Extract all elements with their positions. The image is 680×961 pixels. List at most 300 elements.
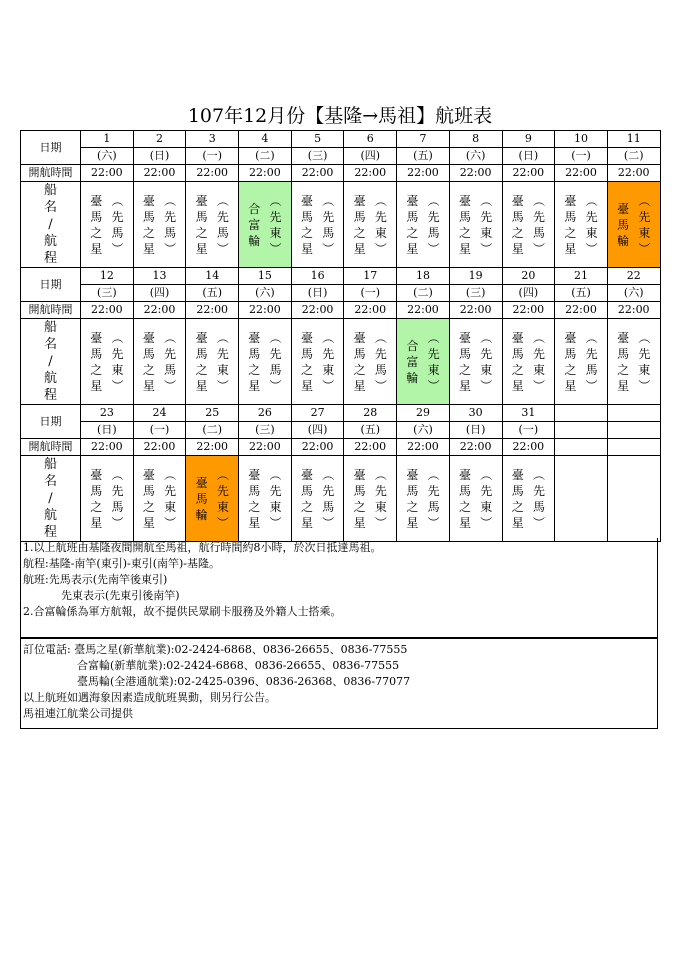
day-departure-time: 22:00: [502, 302, 555, 319]
day-date: 13: [133, 268, 186, 285]
vertical-char: 馬: [427, 499, 440, 514]
vertical-char: 之: [406, 499, 419, 514]
vertical-char: 名: [43, 337, 57, 352]
route-code: [164, 467, 176, 531]
route-code: [480, 193, 492, 257]
day-departure-time: 22:00: [449, 165, 502, 182]
day-departure-time: 22:00: [239, 439, 292, 456]
day-ship-route: [186, 182, 239, 268]
vertical-char: 馬: [427, 225, 440, 240]
vertical-char: ︵: [216, 467, 229, 482]
day-date: 23: [81, 405, 134, 422]
contact-line: 馬祖連江航業公司提供: [23, 707, 133, 720]
vertical-char: 航: [43, 371, 57, 386]
day-ship-route: [449, 182, 502, 268]
vertical-char: 星: [564, 241, 577, 256]
vertical-char: ︵: [374, 467, 387, 482]
empty-cell: [555, 439, 608, 456]
vertical-char: 馬: [195, 209, 208, 224]
vertical-char: 東: [374, 499, 387, 514]
vertical-char: ︵: [374, 193, 387, 208]
ship-route-label: [21, 182, 81, 268]
day-date: 3: [186, 131, 239, 148]
vertical-char: ︵: [480, 193, 493, 208]
day-weekday: (六): [239, 285, 292, 302]
vertical-char: ︶: [269, 241, 282, 256]
vertical-char: 之: [353, 225, 366, 240]
vertical-char: 之: [511, 362, 524, 377]
day-departure-time: 22:00: [449, 302, 502, 319]
vertical-char: ︶: [532, 241, 545, 256]
vertical-char: ︵: [164, 467, 177, 482]
vertical-char: 馬: [585, 362, 598, 377]
vertical-char: 馬: [511, 209, 524, 224]
vertical-char: 馬: [195, 346, 208, 361]
vertical-char: 先: [532, 483, 545, 498]
vertical-char: 星: [511, 241, 524, 256]
vertical-char: 馬: [322, 499, 335, 514]
day-date: 8: [449, 131, 502, 148]
vertical-char: ︶: [322, 515, 335, 530]
vertical-char: 合: [406, 338, 419, 353]
ship-name: [406, 467, 418, 531]
day-departure-time: 22:00: [133, 439, 186, 456]
vertical-char: 馬: [532, 225, 545, 240]
vertical-char: 之: [459, 362, 472, 377]
day-date: 10: [555, 131, 608, 148]
vertical-char: 東: [111, 362, 124, 377]
vertical-char: ︶: [427, 515, 440, 530]
day-departure-time: 22:00: [186, 439, 239, 456]
vertical-char: 馬: [111, 499, 124, 514]
day-date: 9: [502, 131, 555, 148]
vertical-char: 先: [111, 209, 124, 224]
vertical-char: ︶: [216, 241, 229, 256]
day-ship-route: [186, 456, 239, 542]
day-ship-route: [291, 456, 344, 542]
note-line: 航班:先馬表示(先南竿後東引): [23, 573, 168, 586]
vertical-char: 臺: [459, 467, 472, 482]
vertical-char: 之: [511, 499, 524, 514]
date-row: [21, 405, 661, 422]
vertical-char: ︶: [585, 378, 598, 393]
vertical-char: 臺: [142, 330, 155, 345]
vertical-char: 東: [480, 362, 493, 377]
ship-name: [143, 193, 155, 257]
vertical-char: ︶: [427, 378, 440, 393]
vertical-char: ︶: [164, 241, 177, 256]
day-ship-route: [502, 182, 555, 268]
day-weekday: (四): [291, 422, 344, 439]
vertical-char: 輪: [617, 233, 630, 248]
vertical-char: 船: [43, 183, 57, 198]
vertical-char: ︶: [638, 378, 651, 393]
ship-route-row: [21, 456, 661, 542]
day-date: 5: [291, 131, 344, 148]
day-departure-time: 22:00: [397, 439, 450, 456]
day-ship-route: [607, 319, 660, 405]
vertical-char: 星: [300, 515, 313, 530]
route-code: [164, 193, 176, 257]
day-departure-time: 22:00: [291, 302, 344, 319]
vertical-char: 馬: [269, 362, 282, 377]
day-date: 4: [239, 131, 292, 148]
day-weekday: (一): [133, 422, 186, 439]
ship-name: [564, 330, 576, 394]
vertical-char: 星: [248, 515, 261, 530]
ship-route-row: [21, 319, 661, 405]
day-weekday: (一): [555, 148, 608, 165]
departure-time-row: [21, 165, 661, 182]
vertical-char: ︵: [638, 330, 651, 345]
vertical-char: 馬: [459, 483, 472, 498]
day-departure-time: 22:00: [502, 165, 555, 182]
vertical-char: 先: [374, 483, 387, 498]
day-date: 21: [555, 268, 608, 285]
vertical-char: 東: [638, 225, 651, 240]
route-code: [217, 193, 229, 257]
vertical-char: 馬: [532, 499, 545, 514]
route-code: [111, 467, 123, 531]
vertical-char: 星: [195, 241, 208, 256]
vertical-char: 東: [322, 362, 335, 377]
day-ship-route: [239, 182, 292, 268]
vertical-char: 臺: [617, 201, 630, 216]
vertical-char: ︶: [111, 515, 124, 530]
vertical-char: ︶: [111, 241, 124, 256]
vertical-char: 航: [43, 234, 57, 249]
day-ship-route: [81, 456, 134, 542]
vertical-char: ︵: [427, 193, 440, 208]
route-code: [533, 330, 545, 394]
vertical-char: 東: [269, 499, 282, 514]
vertical-char: ︵: [269, 330, 282, 345]
vertical-char: 馬: [511, 346, 524, 361]
ship-name: [90, 467, 102, 531]
vertical-char: 星: [142, 241, 155, 256]
day-date: 30: [449, 405, 502, 422]
day-weekday: (一): [186, 148, 239, 165]
vertical-char: 先: [322, 209, 335, 224]
ship-name: [248, 201, 260, 249]
ship-route-label: [21, 456, 81, 542]
vertical-char: ︶: [164, 378, 177, 393]
vertical-char: 之: [564, 362, 577, 377]
vertical-char: ︵: [585, 330, 598, 345]
vertical-char: 輪: [195, 507, 208, 522]
vertical-char: ︵: [585, 193, 598, 208]
day-ship-route: [555, 319, 608, 405]
vertical-char: 先: [374, 209, 387, 224]
ship-route-label: [21, 319, 81, 405]
vertical-char: ︵: [638, 193, 651, 208]
vertical-char: 馬: [511, 483, 524, 498]
day-date: 12: [81, 268, 134, 285]
ship-name: [354, 330, 366, 394]
vertical-char: 先: [216, 483, 229, 498]
route-code: [480, 467, 492, 531]
vertical-char: ︵: [322, 330, 335, 345]
empty-cell: [607, 405, 660, 422]
vertical-char: 之: [353, 362, 366, 377]
day-ship-route: [397, 319, 450, 405]
weekday-row: [21, 148, 661, 165]
note-line: 1.以上航班由基隆夜間開航至馬祖，航行時間約8小時，於次日抵達馬祖。: [23, 541, 382, 554]
vertical-char: /: [48, 217, 53, 232]
route-code: [638, 193, 650, 257]
day-ship-route: [344, 182, 397, 268]
vertical-char: 先: [532, 346, 545, 361]
day-ship-route: [502, 319, 555, 405]
day-weekday: (五): [397, 148, 450, 165]
vertical-char: 先: [164, 209, 177, 224]
vertical-char: 馬: [300, 346, 313, 361]
day-weekday: (三): [81, 285, 134, 302]
day-ship-route: [344, 456, 397, 542]
vertical-char: 臺: [195, 475, 208, 490]
vertical-char: 馬: [617, 217, 630, 232]
vertical-char: 富: [248, 217, 261, 232]
vertical-char: 星: [353, 378, 366, 393]
vertical-char: 臺: [459, 193, 472, 208]
vertical-char: ︵: [164, 193, 177, 208]
route-code: [217, 467, 229, 531]
day-departure-time: 22:00: [81, 302, 134, 319]
route-code: [164, 330, 176, 394]
vertical-char: 先: [111, 483, 124, 498]
day-departure-time: 22:00: [291, 165, 344, 182]
vertical-char: 臺: [564, 330, 577, 345]
day-weekday: (一): [344, 285, 397, 302]
day-weekday: (二): [397, 285, 450, 302]
vertical-char: 星: [617, 378, 630, 393]
vertical-char: 先: [585, 346, 598, 361]
vertical-char: 臺: [195, 193, 208, 208]
vertical-char: 星: [195, 378, 208, 393]
vertical-char: 先: [269, 346, 282, 361]
vertical-char: 臺: [248, 330, 261, 345]
day-date: 15: [239, 268, 292, 285]
day-departure-time: 22:00: [449, 439, 502, 456]
route-code: [375, 467, 387, 531]
vertical-char: 馬: [459, 209, 472, 224]
vertical-char: ︵: [322, 193, 335, 208]
vertical-char: 馬: [111, 225, 124, 240]
vertical-char: 馬: [353, 483, 366, 498]
vertical-char: /: [48, 491, 53, 506]
vertical-char: 之: [195, 225, 208, 240]
vertical-char: ︶: [269, 515, 282, 530]
vertical-char: 臺: [300, 467, 313, 482]
vertical-char: 臺: [195, 330, 208, 345]
vertical-char: ︵: [111, 193, 124, 208]
day-ship-route: [239, 319, 292, 405]
vertical-char: 臺: [300, 330, 313, 345]
vertical-char: 東: [216, 499, 229, 514]
day-weekday: (日): [133, 148, 186, 165]
vertical-char: ︵: [269, 467, 282, 482]
vertical-char: ︶: [480, 241, 493, 256]
day-departure-time: 22:00: [397, 165, 450, 182]
vertical-char: 馬: [195, 491, 208, 506]
ship-name: [617, 330, 629, 394]
day-weekday: (六): [449, 148, 502, 165]
ship-name: [512, 330, 524, 394]
day-departure-time: 22:00: [344, 439, 397, 456]
vertical-char: 航: [43, 508, 57, 523]
vertical-char: 之: [248, 499, 261, 514]
day-weekday: (五): [186, 285, 239, 302]
vertical-char: 臺: [511, 193, 524, 208]
day-weekday: (六): [81, 148, 134, 165]
day-weekday: (六): [397, 422, 450, 439]
day-weekday: (五): [555, 285, 608, 302]
time-label: 開航時間: [21, 302, 81, 319]
ship-name: [301, 330, 313, 394]
vertical-char: 之: [142, 225, 155, 240]
day-departure-time: 22:00: [607, 302, 660, 319]
empty-cell: [607, 456, 660, 542]
day-date: 25: [186, 405, 239, 422]
day-date: 2: [133, 131, 186, 148]
day-weekday: (四): [133, 285, 186, 302]
vertical-char: ︶: [585, 241, 598, 256]
day-date: 22: [607, 268, 660, 285]
day-ship-route: [502, 456, 555, 542]
vertical-char: ︵: [532, 193, 545, 208]
day-ship-route: [344, 319, 397, 405]
vertical-char: 之: [406, 225, 419, 240]
ship-name: [459, 330, 471, 394]
vertical-char: ︵: [322, 467, 335, 482]
vertical-char: ︵: [374, 330, 387, 345]
day-weekday: (日): [449, 422, 502, 439]
time-label: 開航時間: [21, 439, 81, 456]
vertical-char: ︵: [427, 330, 440, 345]
vertical-char: ︵: [480, 330, 493, 345]
vertical-char: 之: [142, 362, 155, 377]
vertical-char: 東: [480, 499, 493, 514]
vertical-char: 臺: [90, 193, 103, 208]
page-title: 107年12月份【基隆→馬祖】航班表: [187, 105, 493, 127]
vertical-char: 星: [406, 241, 419, 256]
ship-name: [196, 475, 208, 523]
vertical-char: 馬: [248, 346, 261, 361]
ship-name: [406, 193, 418, 257]
day-departure-time: 22:00: [239, 165, 292, 182]
vertical-char: 星: [459, 378, 472, 393]
vertical-char: 馬: [142, 346, 155, 361]
day-weekday: (三): [239, 422, 292, 439]
vertical-char: 東: [480, 225, 493, 240]
vertical-char: ︵: [532, 330, 545, 345]
vertical-char: ︶: [374, 378, 387, 393]
ship-name: [248, 467, 260, 531]
route-code: [533, 193, 545, 257]
route-code: [480, 330, 492, 394]
vertical-char: 輪: [248, 233, 261, 248]
day-date: 1: [81, 131, 134, 148]
day-departure-time: 22:00: [291, 439, 344, 456]
vertical-char: 東: [427, 362, 440, 377]
vertical-char: 星: [459, 241, 472, 256]
day-date: 17: [344, 268, 397, 285]
day-departure-time: 22:00: [344, 302, 397, 319]
vertical-char: 名: [43, 200, 57, 215]
ship-route-row: [21, 182, 661, 268]
day-date: 7: [397, 131, 450, 148]
vertical-char: 臺: [300, 193, 313, 208]
day-date: 28: [344, 405, 397, 422]
day-departure-time: 22:00: [81, 439, 134, 456]
vertical-char: 先: [216, 346, 229, 361]
vertical-char: 星: [142, 515, 155, 530]
vertical-char: 之: [511, 225, 524, 240]
vertical-char: 輪: [406, 370, 419, 385]
day-weekday: (二): [607, 148, 660, 165]
empty-cell: [555, 405, 608, 422]
vertical-char: 先: [585, 209, 598, 224]
day-departure-time: 22:00: [607, 165, 660, 182]
day-date: 27: [291, 405, 344, 422]
vertical-char: 臺: [90, 330, 103, 345]
vertical-char: 先: [427, 483, 440, 498]
day-date: 31: [502, 405, 555, 422]
date-row: [21, 131, 661, 148]
day-weekday: (二): [239, 148, 292, 165]
day-ship-route: [291, 182, 344, 268]
vertical-char: 先: [164, 483, 177, 498]
vertical-char: 馬: [353, 346, 366, 361]
vertical-char: 船: [43, 457, 57, 472]
vertical-char: 星: [406, 515, 419, 530]
ship-name: [196, 330, 208, 394]
vertical-char: 馬: [164, 225, 177, 240]
vertical-char: 星: [300, 378, 313, 393]
vertical-char: 臺: [248, 467, 261, 482]
vertical-char: 馬: [142, 483, 155, 498]
vertical-char: 星: [90, 515, 103, 530]
vertical-char: ︵: [164, 330, 177, 345]
vertical-char: ︶: [216, 378, 229, 393]
day-weekday: (三): [449, 285, 502, 302]
ship-name: [354, 467, 366, 531]
vertical-char: ︵: [111, 467, 124, 482]
day-departure-time: 22:00: [344, 165, 397, 182]
vertical-char: 馬: [248, 483, 261, 498]
vertical-char: ︵: [216, 330, 229, 345]
vertical-char: 先: [269, 209, 282, 224]
ship-name: [459, 193, 471, 257]
vertical-char: 先: [269, 483, 282, 498]
empty-cell: [607, 422, 660, 439]
ship-name: [617, 201, 629, 249]
vertical-char: 東: [374, 225, 387, 240]
ship-name: [143, 330, 155, 394]
vertical-char: 船: [43, 320, 57, 335]
vertical-char: 之: [459, 499, 472, 514]
vertical-char: ︶: [322, 241, 335, 256]
vertical-char: 星: [90, 378, 103, 393]
vertical-char: ︶: [532, 378, 545, 393]
day-departure-time: 22:00: [239, 302, 292, 319]
notes-section: [20, 538, 658, 638]
vertical-char: 馬: [406, 209, 419, 224]
vertical-char: 先: [480, 483, 493, 498]
vertical-char: 先: [164, 346, 177, 361]
contact-line: 訂位電話: 臺馬之星(新華航業):02-2424-6868、0836-26655、0836-77555: [23, 643, 408, 656]
vertical-char: 馬: [142, 209, 155, 224]
